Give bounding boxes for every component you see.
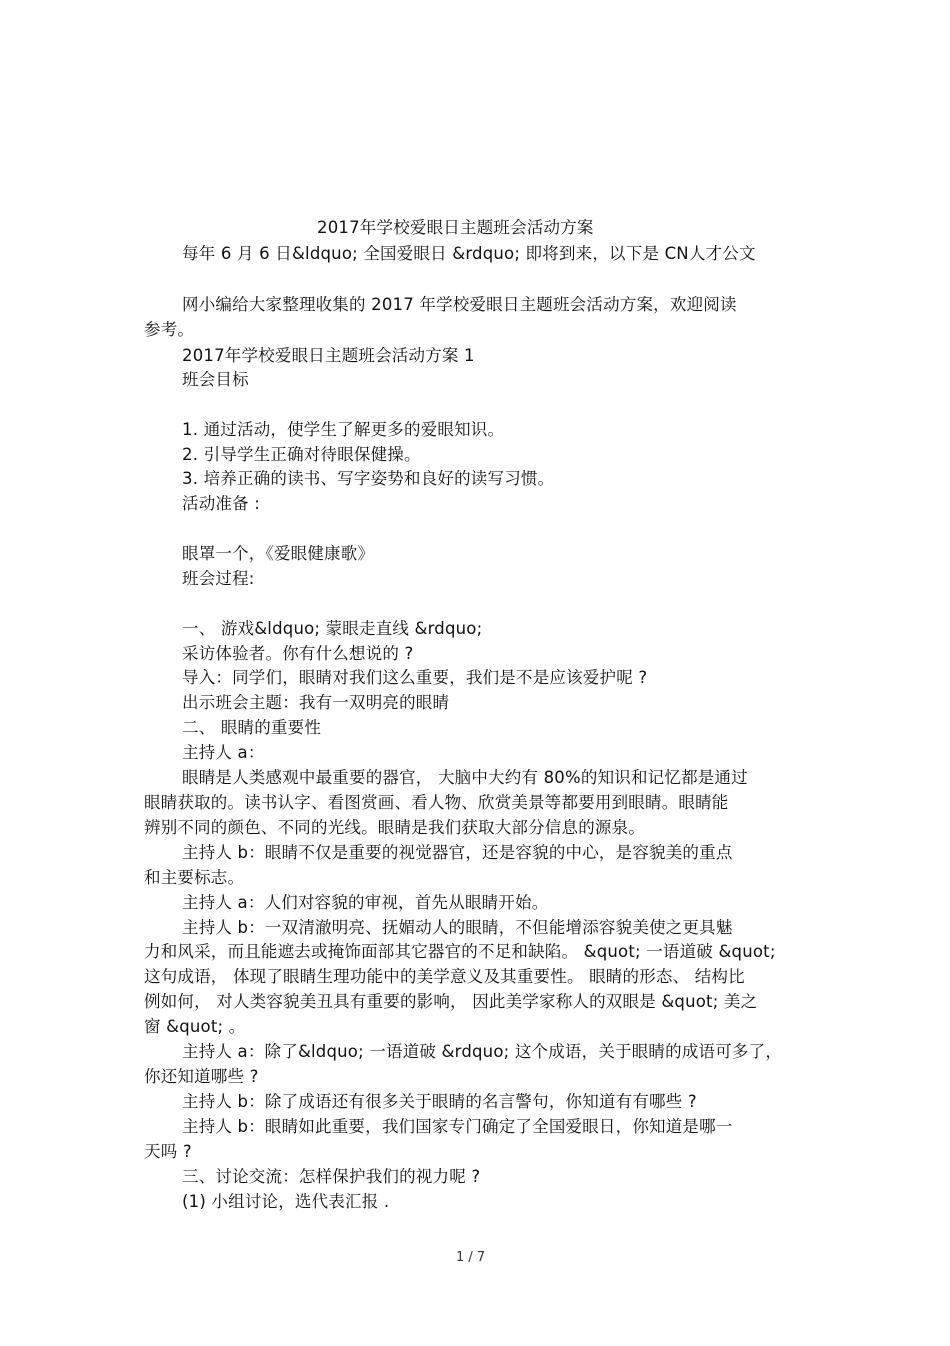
- text-line: 导入：同学们，眼睛对我们这么重要，我们是不是应该爱护呢 ?: [182, 668, 648, 687]
- text-line: 主持人 a：: [182, 743, 265, 762]
- text-line: 班会过程:: [182, 569, 255, 588]
- text-line: 例如何， 对人类容貌美丑具有重要的影响， 因此美学家称人的双眼是 &quot; 美之: [144, 992, 758, 1011]
- text-line: 每年 6 月 6 日&ldquo; 全国爱眼日 &rdquo; 即将到来，以下是 CN人才公文: [182, 244, 756, 263]
- text-line: 眼睛获取的。读书认字、看图赏画、看人物、欣赏美景等都要用到眼睛。眼睛能: [144, 793, 729, 812]
- text-line: 辨别不同的颜色、不同的光线。眼睛是我们获取大部分信息的源泉。: [144, 818, 645, 837]
- text-line: 采访体验者。你有什么想说的 ?: [182, 644, 414, 663]
- text-line: 三、讨论交流：怎样保护我们的视力呢 ?: [182, 1167, 481, 1186]
- text-line: 眼罩一个，《爱眼健康歌》: [182, 544, 375, 563]
- text-line: 主持人 a：人们对容貌的审视，首先从眼睛开始。: [182, 893, 549, 912]
- text-line: 网小编给大家整理收集的 2017 年学校爱眼日主题班会活动方案，欢迎阅读: [182, 295, 737, 314]
- page-indicator: 1 / 7: [456, 1250, 486, 1265]
- text-line: 和主要标志。: [144, 868, 245, 887]
- text-line: 二、 眼睛的重要性: [182, 718, 322, 737]
- text-line: 3. 培养正确的读书、写字姿势和良好的读写习惯。: [182, 469, 555, 488]
- text-line: 一、 游戏&ldquo; 蒙眼走直线 &rdquo;: [182, 619, 483, 638]
- text-line: 活动准备 :: [182, 494, 261, 513]
- text-line: 主持人 b：眼睛如此重要，我们国家专门确定了全国爱眼日，你知道是哪一: [182, 1117, 733, 1136]
- text-line: 主持人 b：除了成语还有很多关于眼睛的名言警句，你知道有有哪些 ?: [182, 1092, 697, 1111]
- text-line: 1. 通过活动，使学生了解更多的爱眼知识。: [182, 420, 505, 439]
- text-line: 2. 引导学生正确对待眼保健操。: [182, 445, 421, 464]
- text-line: 参考。: [144, 320, 195, 339]
- text-line: 主持人 b：眼睛不仅是重要的视觉器官，还是容貌的中心，是容貌美的重点: [182, 843, 733, 862]
- text-line: 你还知道哪些 ?: [144, 1067, 259, 1086]
- text-line: 天吗 ?: [144, 1142, 192, 1161]
- text-line: 窗 &quot; 。: [144, 1017, 246, 1036]
- text-line: (1) 小组讨论，选代表汇报 .: [182, 1192, 390, 1211]
- text-line: 出示班会主题：我有一双明亮的眼睛: [182, 693, 450, 712]
- document-title: 2017年学校爱眼日主题班会活动方案: [317, 218, 594, 237]
- text-line: 主持人 b：一双清澈明亮、抚媚动人的眼睛，不但能增添容貌美使之更具魅: [182, 918, 733, 937]
- text-line: 这句成语， 体现了眼睛生理功能中的美学意义及其重要性。 眼睛的形态、 结构比: [144, 967, 745, 986]
- text-line: 眼睛是人类感观中最重要的器官， 大脑中大约有 80%的知识和记忆都是通过: [182, 768, 748, 787]
- text-line: 力和风采，而且能遮去或掩饰面部其它器官的不足和缺陷。 &quot; 一语道破 &quot;: [144, 942, 776, 961]
- text-line: 主持人 a：除了&ldquo; 一语道破 &rdquo; 这个成语，关于眼睛的成语可多了，: [182, 1042, 783, 1061]
- text-line: 班会目标: [182, 370, 249, 389]
- text-line: 2017年学校爱眼日主题班会活动方案 1: [182, 346, 475, 365]
